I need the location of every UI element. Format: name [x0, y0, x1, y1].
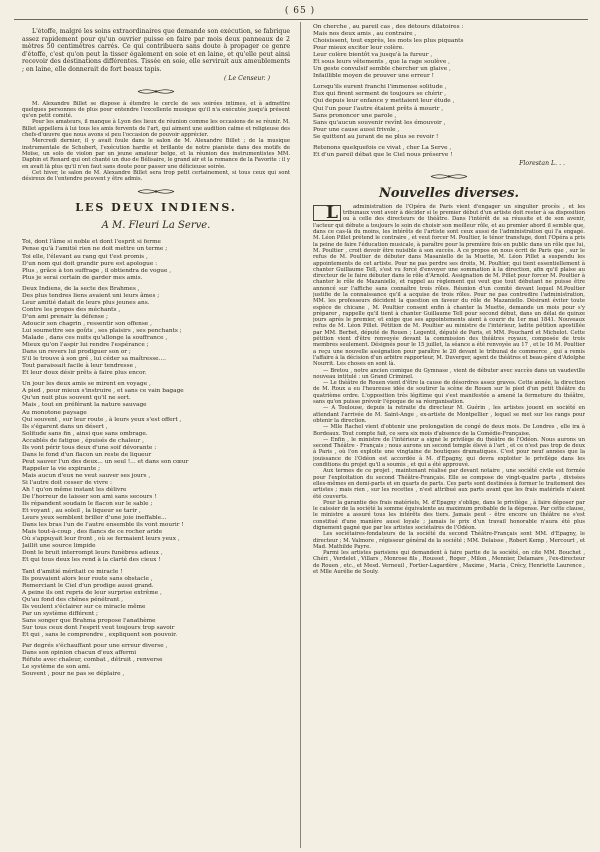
ornament-divider-icon	[136, 88, 176, 95]
intro-paragraph: L'étoffe, malgré les soins extraordinaires que demande son exécution, se fabrique assez rapidement pour qu'un ouvrier puisse en faire par mois deux panneaux de 2 mètres 50 centimètres carrés. Ce qui contribuera sans doute à propager ce genre d'étoffe, c'est qu'on peut la tisser également en soie et en laine, et qu'elle peut ainsi recevoir des destinations différentes. Tissée en soie, elle servirait aux ameublements ; en laine, elle donnerait de fort beaux tapis.	[22, 28, 290, 73]
news-paragraph: Aux termes de ce projet , maintenant réalisé par devant notaire , une société civile est formée pour l'exploitation du second Théâtre-Français. Elle se compose de vingt-quatre parts , divisées elles-mêmes en demi-parts et en quarts de parts. Ces parts sont destinées à former le traitement des artistes ; mais rien , sur les recettes , n'est attribué aux parts avant que les frais matériels n'aient été couverts.	[313, 468, 585, 500]
news-paragraph: — A Toulouse, depuis la retraite du directeur M. Guérin , les artistes jouent en société en attendant l'arrivée de M. Saint-Ange , ex-artiste de Montpellier , lequel se met sur les rangs pour obtenir la direction.	[313, 405, 585, 424]
source-citation: ( Le Censeur. )	[224, 74, 270, 82]
news-paragraph	[313, 204, 585, 368]
news-paragraph: Parmi les artistes parisiens qui demandent à faire partie de la société, on cite MM. Bouchet , Chéri , Verdelet , Villars , Monrose fils , Rousset , Roger , Milon , Mennier, Delamare , l'ex-directeur de Rouen , etc., et Mesd. Verneuil , Fortier-Lagardère , Maxime , Maria , Crécy, Henriette Laurence , et Mlle Aurélie de Souly.	[313, 550, 585, 576]
poem-signature: Florestan L. . .	[519, 159, 565, 167]
poem-stanza: Deux Indiens, de la secte des Brahmes , Des plus tendres liens avaient uni leurs âmes ; Leur amitié datait de leurs plus jeunes ans. Contre les propos des méchants , D'un ami prenaiт la défense ; Adoucir son chagrin , ressentir son offense , Lui soumettre ses goûts , ses plaisirs , ses penchants ; Malade , dans ces nuits qu'allonge la souffrance , Mieux qu'on l'aspir lui rendre l'espérance ; Dans un revers lui prodiguer son or ; S'il le trouve à son gré , lui céder sa maîtresse.... Tout paraissait facile à leur tendresse , Et leur doux désir prêts à faire plus encor.	[22, 285, 182, 377]
poem-final-stanza: Lorsqu'ils eurent franchi l'immense solitude , Eux qui firent serment de toujours se chérir , Qui depuis leur enfance y mettaient leur étude , Qui l'un pour l'autre étaient prêts à mourir , Sans prononcer une parole , Sans qu'aucun souvenir revînt les émouvoir , Pour une cause aussi frivole , Se quittent au jurant de ne plus se revoir !	[313, 84, 455, 140]
poem-stanza: Tant d'amitié méritait ce miracle ! Ils pouvaient alors leur route sans obstacle , Remerciant le Ciel d'un prodige aussi grand. A peine ils ont repris de leur surprise extrême , Qu'au fond des chênes pénétrant , Ils veulent s'éclairer sur ce miracle même Par un système différent ; Sans songer que Brahma propose l'anathème Sur tous ceux dont l'esprit veut toujours trop savoir Et qui , sans le comprendre , expliquent son pouvoir.	[22, 568, 178, 638]
poem-moral: Retenons quelquefois ce vivat , cher La Serve , Et d'un pareil débat que le Ciel nous préserve !	[313, 144, 453, 158]
drop-cap-letter: L	[313, 205, 341, 221]
right-column	[313, 24, 585, 575]
poem-stanza: Par degrés s'échauffant pour une erreur diverse , Dans son opinion chacun d'eux affermi Réfute avec chaleur, combat , détruit , renverse Le système de son ami. Souvent , pour ne pas se déplaire ,	[22, 643, 168, 678]
poem-dedication: A M. Fleuri La Serve.	[101, 220, 211, 232]
poem-stanza: Toi, dont l'âme si noble et dont l'esprit si ferme Pense qu'à l'amitié rien ne doit mettre un terme ; Toi elle, l'élevant au rang qui t'est promis , D'un nom qui doit grandir pure est apologue : Plus , grâce à ton suffrage , il obtiendra de vogue , Plus je serai certain de garder mes amis.	[22, 239, 172, 281]
news-paragraph: Pour la garantie des frais matériels, M. d'Epagny s'oblige, dans le privilège , à faire déposer par le caissier de la société la somme équivalente au maximum probable de la dépense. Par cette clause, le ministre a assuré tous les intérêts des tiers. Jamais peut - être encore un théâtre ne s'est constitué d'une manière aussi loyale ; jamais le prix d'un travail honorable n'aura été plus dignement gagné que par les artistes sociétaires de l'Odéon.	[313, 499, 585, 531]
header-rule	[14, 19, 588, 20]
left-column	[22, 28, 290, 678]
salon-paragraph: Cet hiver, le salon de M. Alexandre Billet sera trop petit certainement, si tous ceux qui sont désireux de l'entendre peuvent y être admis.	[22, 169, 290, 183]
news-paragraph: — Bretou , notre ancien comique du Gymnase , vient de débuter avec succès dans un vaudeville nouveau intitulé : un Grand Criminel.	[313, 367, 585, 380]
news-paragraph: — Le théâtre de Rouen vient d'être la cause de désordres assez graves. Cette année, la direction de M. Roux a eu l'heureuse idée de soutirer la scène de Rouen sur le pied d'un petit théâtre du quatrième ordre. L'opposition très légitime qui s'est manifestée a amené la fermeture du théâtre, sans qu'on puisse prévoir l'époque de sa réorganisation.	[313, 380, 585, 406]
page-number: ( 65 )	[284, 6, 316, 16]
news-paragraph: — Mlle Rachel vient d'obtenir une prolongation de congé de deux mois. De Londres , elle ira à Bordeaux. Tout compte fait, ce sera six mois d'absence de la Comédie-Française.	[313, 424, 585, 437]
ornament-divider-icon	[429, 173, 469, 180]
news-paragraph-text: administration de l'Opéra de Paris vient d'engager un singulier procès , et les tribunaux vont avoir à décider si le premier début d'un artiste doit rester à sa disposition ou à celle des directeurs de théâtre. Dans l'intérêt de sa réussite et de son avenir, l'acteur qui débute a toujours le soin de choisir son meilleur rôle, et au premier abord il semble que, dans ce cas-là du moins, les intérêts de l'artiste sont ceux aussi de l'administration qui l'a engagé. M. Léon Pillet prétend le contraire , et veut forcer M. Poultier, le ténor transfuge, dont l'Opéra a pris la peine de faire l'éducation musicale, à paraître pour la première fois en public dans un rôle que lui, M. Poultier , croit devoir être nuisible à son succès. A ce propos on nous écrit de Paris que , sur le refus de M. Poultier de débuter dans Masaniello de la Muette, M. Léon Pillet a suspendu les appointements de cet artiste. Pour ne pas perdre ses droits, M. Poultier, qui tient essentiellement à chanter Guillaume Tell, s'est vu forcé d'envoyer une sommation à la direction, afin qu'il plaise au directeur de le faire débuter dans le rôle d'Arnold. Assignation de M. Pillet pour forcer M. Poultier à chanter le rôle de Mazaniello, et rappel au règlement qui veut que tout débutant ne puisse être annoncé sur l'affiche sans connaître trois rôles. Réunion d'un comité devant lequel M.Poultier justifie de la connaissance qu'il a acquise de trois rôles. Pour ne pas contredire l'administration, MM. les professeurs décident la question en faveur du rôle de Mazaniello. Désirant éviter toute espèce de chicane , M. Poultier consent enfin à chanter la Muette, demande un mois pour s'y préparer , rappelle qu'il tient à chanter Guillaume Tell pour second début, dans un délai de quinze jours après le premier, et exige que ses appointements aient à courir du 1er mai 1841. Nouveaux refus de M. Léon Pillet. Pétition de M. Poultier au ministre de l'intérieur, ladite pétition apostillée par MM. Berbet, député de Rouen ; Legentil, député de Paris, et MM. Pouchard et Michelot. Cette pétition vient d'être renvoyée devant la commission des théâtres royaux, composée de trois membres seulement. Désignés pour le 15 juillet, la séance a été renvoyée au 17 , et le 16 M. Poultier a reçu une nouvelle assignation pour paraître le 20 devant le tribunal de commerce , qui a remis l'affaire à la décision d'un arbitre rapporteur, M. Duverger, agent de théâtres et beau-père d'Adolphe Nourrit. Les choses en sont là.	[313, 203, 585, 368]
news-paragraph: — Enfin , le ministre de l'intérieur a signé le privilège du théâtre de l'Odéon. Nous aurons un second Théâtre - Français ; nous aurons un second temple élevé à l'art , et ce n'est pas trop de deux à Paris , où l'on exploite une vingtaine de boutiques dramatiques. C'est pour neuf années que la jouissance de l'Odéon est accordée à M. d'Epagny, qui devra exploiter le privilège dans les conditions du projet qu'il a soumis , et qui a été approuvé.	[313, 436, 585, 469]
poem-stanza: Un jour les deux amis se mirent en voyage , A pied , pour mieux s'instruire , et sans ce vain bagage Qu'un nuit plus souvent qu'il ne sert. Mais , tout en préférant la nature sauvage Au monotone paysage Qui souvent , sur leur route , à leurs yeux s'est offert , Ils s'égarent dans un désert , Solitude sans fin , ainsi que sans ombrage. Accablés de fatigue , épuisés de chaleur , Ils vont périr tous deux d'une soif dévorante : Dans le fond d'un flacon un reste de liqueur Peut sauver l'un des deux... un seul !... et dans son cœur Rappeler la vie expirante ; Mais aucun d'eux ne veut sauver ses jours , Si l'autre doit cesser de vivre : Ah ! qu'on même instant les délivre De l'horreur de laisser son ami sans secours ! Ils répandent soudain le flacon sur le sable ; Et voyant , au soleil , la liqueur se tarir , Leurs yeux semblent briller d'une joie ineffable... Dans les bras l'un de l'autre ensemble ils vont mourir ! Mais tout-à-coup , des flancs de ce rocher aride Où s'appuyait leur front , où se fermaient leurs yeux , Jaillit une source limpide Dont le bruit interrompt leurs funèbres adieux , Et qui tous deux les rend à la clarté des cieux !	[22, 381, 189, 564]
column-rule	[300, 22, 301, 848]
news-section-title: Nouvelles diverses.	[379, 185, 519, 201]
ornament-divider-icon	[136, 188, 176, 195]
poem-continuation: On cherche , au pareil cas , des détours dilatoires : Mais nos deux amis , au contraire , Choisissent, tout exprès, les mots les plus piquants Pour mieux exciter leur colère. Leur colère bientôt va jusqu'à la fureur , Et sous leurs vêtements , que la rage soulève , Un geste convulsif semble chercher un glaive , Infaillible moyen de prouver une erreur !	[313, 24, 464, 80]
salon-paragraph: Pour les amateurs, il manque à Lyon des lieux de réunion comme les occasions de se réunir. M. Billet appellera à lui tous les amis fervents de l'art, qui aiment une audition calme et religieuse des chefs-d'œuvre que nous avons si peu l'occasion de pouvoir apprécier.	[22, 119, 290, 139]
salon-paragraph: Mercredi dernier, il y avait foule dans le salon de M. Alexandre Billet ; de la musique instrumentale de Schubert, l'exécution hardie et brillante de notre pianiste dans des motifs de Moïse, un solo de violon par un jeune amateur belge, et la réunion des instrumentistes MM. Daphin et Renard qui ont chanté un duo de Bélisaire, le grand air et la romance de la Favorite : il y en avait là plus qu'il n'en faut sans doute pour passer une délicieuse soirée.	[22, 138, 290, 170]
poem-title: LES DEUX INDIENS.	[75, 201, 237, 215]
news-paragraph: Les sociétaires-fondateurs de la société du second Théâtre-Français sont MM. d'Epagny, le directeur ; M. Valmore , régisseur général de la société ; MM. Delaisse , Robert Kemp , Mercourt , et Mad. Mathilde Payre.	[313, 531, 585, 550]
salon-paragraph: M. Alexandre Billet se dispose à étendre le cercle de ses soirées intimes, et à admettre quelques personnes de plus pour entendre l'excellente musique qu'il n'a exécutée jusqu'à présent qu'en petit comité.	[22, 100, 290, 120]
